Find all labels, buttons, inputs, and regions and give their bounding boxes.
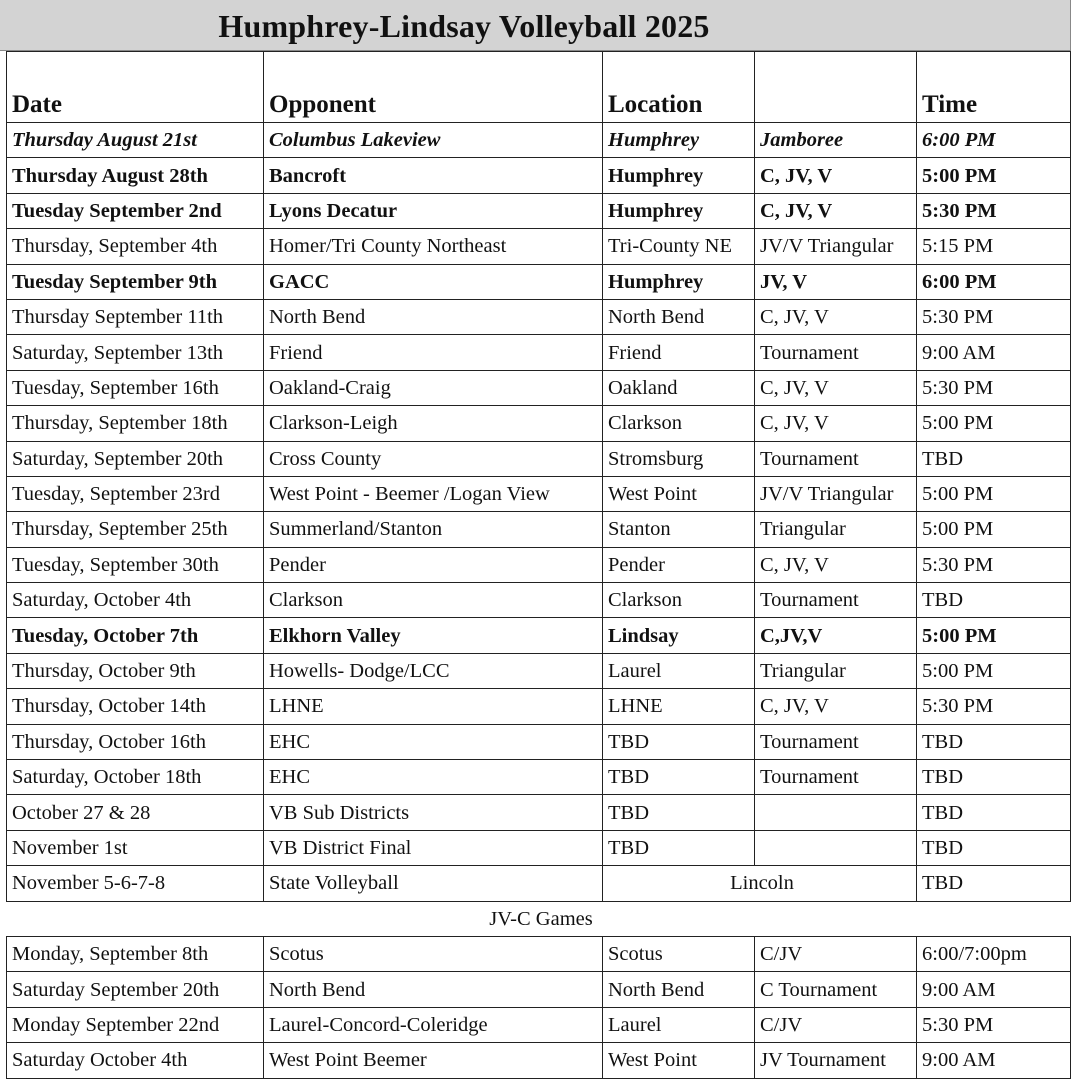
time-cell: 5:30 PM [917,1007,1071,1042]
location-cell: LHNE [603,689,755,724]
date-cell: Thursday, October 14th [7,689,264,724]
level-cell: C, JV, V [755,193,917,228]
opponent-cell: Cross County [264,441,603,476]
time-cell: 5:00 PM [917,618,1071,653]
date-cell: Saturday September 20th [7,972,264,1007]
location-cell: Oakland [603,370,755,405]
table-row [7,972,1071,1007]
location-cell: Friend [603,335,755,370]
table-row [7,1043,1071,1078]
table-row [7,1007,1071,1042]
header-location: Location [603,52,755,123]
opponent-cell: North Bend [264,972,603,1007]
date-cell: Saturday, October 4th [7,583,264,618]
location-cell: Humphrey [603,123,755,158]
date-cell: Monday, September 8th [7,936,264,971]
opponent-cell: Lyons Decatur [264,193,603,228]
location-cell: West Point [603,1043,755,1078]
title-bar [0,0,1071,51]
level-cell: C,JV,V [755,618,917,653]
date-cell: Tuesday, September 16th [7,370,264,405]
date-cell: Thursday, September 4th [7,229,264,264]
opponent-cell: North Bend [264,299,603,334]
table-row [7,193,1071,228]
time-cell: TBD [917,830,1071,865]
opponent-cell: VB Sub Districts [264,795,603,830]
table-row [7,123,1071,158]
date-cell: Thursday August 21st [7,123,264,158]
time-cell: 6:00 PM [917,123,1071,158]
location-cell: Tri-County NE [603,229,755,264]
date-cell: Tuesday, September 23rd [7,476,264,511]
date-cell: November 1st [7,830,264,865]
opponent-cell: VB District Final [264,830,603,865]
time-cell: 5:00 PM [917,406,1071,441]
time-cell: TBD [917,724,1071,759]
location-cell: North Bend [603,299,755,334]
opponent-cell: State Volleyball [264,866,603,901]
level-cell: C/JV [755,1007,917,1042]
level-cell: C Tournament [755,972,917,1007]
location-cell: North Bend [603,972,755,1007]
date-cell: November 5-6-7-8 [7,866,264,901]
header-time: Time [917,52,1071,123]
opponent-cell: EHC [264,724,603,759]
opponent-cell: Laurel-Concord-Coleridge [264,1007,603,1042]
opponent-cell: Pender [264,547,603,582]
location-cell: TBD [603,830,755,865]
date-cell: Thursday August 28th [7,158,264,193]
level-cell: Triangular [755,512,917,547]
time-cell: 5:30 PM [917,193,1071,228]
time-cell: TBD [917,795,1071,830]
table-row [7,583,1071,618]
opponent-cell: Elkhorn Valley [264,618,603,653]
location-cell: Scotus [603,936,755,971]
opponent-cell: Friend [264,335,603,370]
time-cell: 5:00 PM [917,512,1071,547]
location-cell: West Point [603,476,755,511]
table-row [7,406,1071,441]
table-row [7,795,1071,830]
table-row [7,724,1071,759]
opponent-cell: West Point Beemer [264,1043,603,1078]
location-cell: Humphrey [603,158,755,193]
table-row [7,229,1071,264]
time-cell: 6:00/7:00pm [917,936,1071,971]
table-row [7,335,1071,370]
level-cell: C, JV, V [755,370,917,405]
opponent-cell: LHNE [264,689,603,724]
level-cell: C, JV, V [755,689,917,724]
opponent-cell: Homer/Tri County Northeast [264,229,603,264]
time-cell: 5:00 PM [917,653,1071,688]
time-cell: 5:00 PM [917,476,1071,511]
level-cell: Triangular [755,653,917,688]
level-cell: C, JV, V [755,299,917,334]
table-row [7,936,1071,971]
level-cell: JV Tournament [755,1043,917,1078]
table-row [7,866,1071,901]
level-cell: C, JV, V [755,547,917,582]
date-cell: Saturday, September 20th [7,441,264,476]
page-title: Humphrey-Lindsay Volleyball 2025 [218,8,710,44]
date-cell: Tuesday, September 30th [7,547,264,582]
location-cell: Laurel [603,653,755,688]
location-cell: Pender [603,547,755,582]
location-cell: Stanton [603,512,755,547]
date-cell: Saturday October 4th [7,1043,264,1078]
opponent-cell: Clarkson-Leigh [264,406,603,441]
time-cell: 5:30 PM [917,299,1071,334]
table-row [7,370,1071,405]
location-cell: Lindsay [603,618,755,653]
level-cell: Tournament [755,724,917,759]
location-cell: Clarkson [603,406,755,441]
date-cell: Tuesday, October 7th [7,618,264,653]
location-cell: Clarkson [603,583,755,618]
table-row [7,441,1071,476]
date-cell: Thursday, October 16th [7,724,264,759]
level-cell [755,830,917,865]
time-cell: TBD [917,583,1071,618]
level-cell: C/JV [755,936,917,971]
opponent-cell: EHC [264,760,603,795]
level-cell: Jamboree [755,123,917,158]
level-cell: JV, V [755,264,917,299]
location-cell: Humphrey [603,264,755,299]
time-cell: 5:30 PM [917,547,1071,582]
level-cell: C, JV, V [755,406,917,441]
location-cell: TBD [603,724,755,759]
opponent-cell: Howells- Dodge/LCC [264,653,603,688]
header-date: Date [7,52,264,123]
location-cell: Lincoln [603,866,917,901]
opponent-cell: Summerland/Stanton [264,512,603,547]
date-cell: Tuesday September 9th [7,264,264,299]
table-row [7,476,1071,511]
location-cell: Stromsburg [603,441,755,476]
section-row [7,901,1071,936]
level-cell: Tournament [755,583,917,618]
time-cell: TBD [917,866,1071,901]
table-row [7,299,1071,334]
date-cell: Thursday, October 9th [7,653,264,688]
level-cell: JV/V Triangular [755,229,917,264]
time-cell: 5:15 PM [917,229,1071,264]
opponent-cell: West Point - Beemer /Logan View [264,476,603,511]
time-cell: 9:00 AM [917,1043,1071,1078]
opponent-cell: Columbus Lakeview [264,123,603,158]
time-cell: 5:30 PM [917,689,1071,724]
table-row [7,760,1071,795]
date-cell: October 27 & 28 [7,795,264,830]
time-cell: 5:00 PM [917,158,1071,193]
date-cell: Thursday, September 25th [7,512,264,547]
date-cell: Tuesday September 2nd [7,193,264,228]
opponent-cell: Scotus [264,936,603,971]
level-cell: Tournament [755,760,917,795]
date-cell: Saturday, October 18th [7,760,264,795]
time-cell: TBD [917,760,1071,795]
table-row [7,830,1071,865]
opponent-cell: Clarkson [264,583,603,618]
table-row [7,512,1071,547]
location-cell: TBD [603,760,755,795]
level-cell: C, JV, V [755,158,917,193]
time-cell: 9:00 AM [917,972,1071,1007]
date-cell: Saturday, September 13th [7,335,264,370]
location-cell: TBD [603,795,755,830]
header-opponent: Opponent [264,52,603,123]
header-level [755,52,917,123]
location-cell: Humphrey [603,193,755,228]
opponent-cell: Bancroft [264,158,603,193]
opponent-cell: Oakland-Craig [264,370,603,405]
time-cell: TBD [917,441,1071,476]
opponent-cell: GACC [264,264,603,299]
time-cell: 6:00 PM [917,264,1071,299]
time-cell: 5:30 PM [917,370,1071,405]
location-cell: Laurel [603,1007,755,1042]
level-cell: JV/V Triangular [755,476,917,511]
schedule-table [6,51,1071,1079]
header-row [7,52,1071,123]
date-cell: Thursday, September 18th [7,406,264,441]
section-label: JV-C Games [7,901,1071,936]
table-row [7,618,1071,653]
table-row [7,158,1071,193]
level-cell [755,795,917,830]
time-cell: 9:00 AM [917,335,1071,370]
date-cell: Monday September 22nd [7,1007,264,1042]
table-row [7,653,1071,688]
table-row [7,547,1071,582]
level-cell: Tournament [755,441,917,476]
level-cell: Tournament [755,335,917,370]
table-row [7,264,1071,299]
date-cell: Thursday September 11th [7,299,264,334]
table-row [7,689,1071,724]
